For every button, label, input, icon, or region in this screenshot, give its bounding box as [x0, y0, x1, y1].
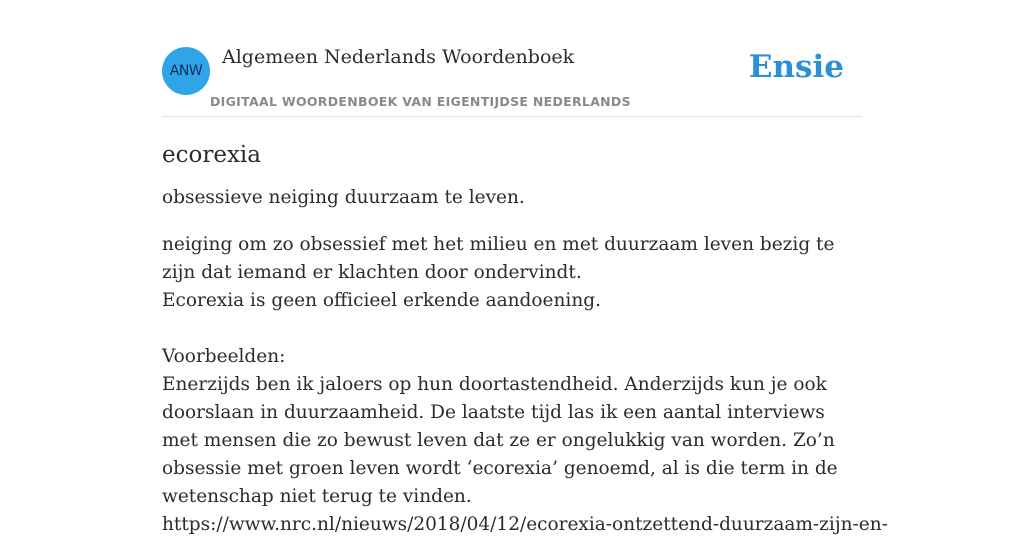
- anw-logo[interactable]: ANW: [162, 47, 210, 95]
- example-text: Enerzijds ben ik jaloers op hun doortastendheid. Anderzijds kun je ook doorslaan in duurzaamheid. De laatste tijd las ik een aantal interviews met mensen die zo bewust leven dat ze er ongelukkig van worden. Zo’n obsessie met groen leven wordt ‘ecorexia’ genoemd, al is die term in de wetenschap niet terug te vinden.: [162, 374, 838, 507]
- definition-text: neiging om zo obsessief met het milieu en met duurzaam leven bezig te zijn dat iemand er klachten door ondervindt.: [162, 234, 835, 283]
- entry-headword: ecorexia: [162, 142, 261, 168]
- site-title[interactable]: Algemeen Nederlands Woordenboek: [222, 46, 575, 68]
- spacer: [162, 315, 862, 343]
- entry-content: [162, 138, 888, 539]
- short-definition: obsessieve neiging duurzaam te leven.: [162, 187, 525, 208]
- ensie-brand-logo[interactable]: Ensie: [748, 49, 844, 85]
- examples-label: Voorbeelden:: [162, 346, 286, 367]
- example-source-link[interactable]: https://www.nrc.nl/nieuws/2018/04/12/ecorexia-ontzettend-duurzaam-zijn-en-: [162, 514, 888, 535]
- site-subtitle: DIGITAAL WOORDENBOEK VAN EIGENTIJDSE NEDERLANDS: [210, 94, 631, 109]
- note-text: Ecorexia is geen officieel erkende aandoening.: [162, 290, 601, 311]
- entry-body: [162, 231, 888, 539]
- site-header: [162, 0, 862, 117]
